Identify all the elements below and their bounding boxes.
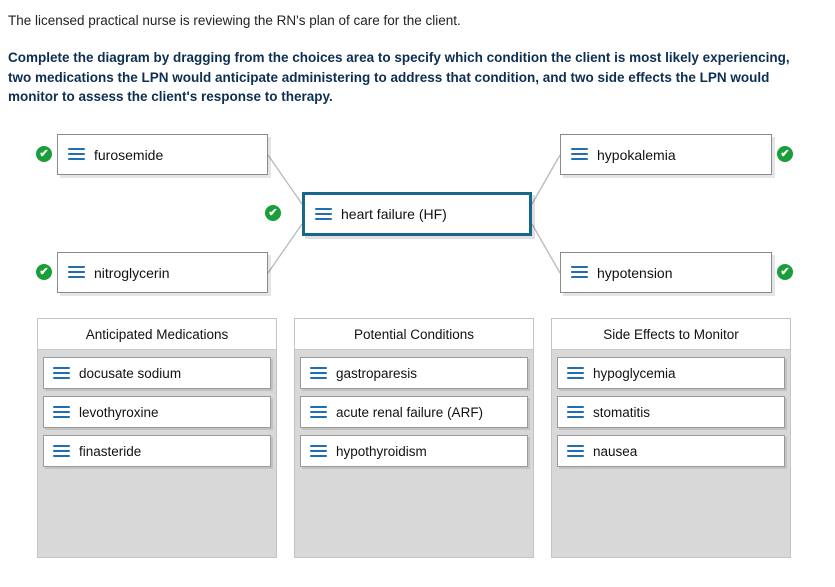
drag-handle-icon[interactable]	[315, 208, 332, 221]
drag-handle-icon[interactable]	[310, 367, 327, 380]
drag-handle-icon[interactable]	[68, 266, 85, 279]
drag-handle-icon[interactable]	[567, 406, 584, 419]
diagram-node-label: furosemide	[94, 146, 164, 163]
diagram-node-medication-2[interactable]	[57, 252, 268, 293]
drag-handle-icon[interactable]	[53, 445, 70, 458]
check-icon: ✔	[36, 264, 52, 280]
diagram-node-label: hypokalemia	[597, 146, 676, 163]
check-icon: ✔	[36, 146, 52, 162]
choice-item-label: levothyroxine	[79, 404, 159, 420]
check-icon: ✔	[777, 146, 793, 162]
choice-item-label: hypothyroidism	[336, 443, 427, 459]
choice-item[interactable]	[300, 357, 528, 389]
drag-handle-icon[interactable]	[571, 148, 588, 161]
choice-column-medications	[37, 318, 277, 558]
choice-item-label: acute renal failure (ARF)	[336, 404, 484, 420]
choice-item-label: gastroparesis	[336, 365, 418, 381]
diagram-node-side-effect-2[interactable]	[560, 252, 772, 293]
choice-item[interactable]	[43, 396, 271, 428]
drag-handle-icon[interactable]	[567, 367, 584, 380]
drag-handle-icon[interactable]	[567, 445, 584, 458]
drag-handle-icon[interactable]	[53, 367, 70, 380]
drag-handle-icon[interactable]	[68, 148, 85, 161]
diagram-node-label: nitroglycerin	[94, 264, 170, 281]
choices-area	[0, 318, 835, 587]
drag-handle-icon[interactable]	[310, 445, 327, 458]
choice-item-label: hypoglycemia	[593, 365, 676, 381]
choice-item-label: docusate sodium	[79, 365, 182, 381]
choice-item[interactable]	[557, 396, 785, 428]
choice-item[interactable]	[300, 435, 528, 467]
choice-item[interactable]	[557, 435, 785, 467]
choice-item-label: stomatitis	[593, 404, 651, 420]
choice-column-header: Anticipated Medications	[38, 319, 276, 350]
drag-handle-icon[interactable]	[53, 406, 70, 419]
choice-column-header: Side Effects to Monitor	[552, 319, 790, 350]
choice-item-label: nausea	[593, 443, 638, 459]
choice-column-conditions	[294, 318, 534, 558]
check-icon: ✔	[265, 205, 281, 221]
choice-column-side-effects	[551, 318, 791, 558]
intro-text: The licensed practical nurse is reviewing the RN's plan of care for the client.	[8, 13, 461, 28]
drag-handle-icon[interactable]	[310, 406, 327, 419]
choice-item[interactable]	[300, 396, 528, 428]
diagram-node-medication-1[interactable]	[57, 134, 268, 175]
check-icon: ✔	[777, 264, 793, 280]
diagram-node-side-effect-1[interactable]	[560, 134, 772, 175]
drag-handle-icon[interactable]	[571, 266, 588, 279]
diagram-node-label: hypotension	[597, 264, 673, 281]
diagram-node-label: heart failure (HF)	[341, 206, 447, 222]
choice-item[interactable]	[557, 357, 785, 389]
diagram-node-condition[interactable]	[302, 192, 532, 236]
drag-drop-diagram	[0, 118, 835, 308]
choice-item[interactable]	[43, 357, 271, 389]
choice-item-label: finasteride	[79, 443, 142, 459]
instructions-text: Complete the diagram by dragging from the choices area to specify which condition the client is most likely experiencing, two medications the LPN would anticipate administering to address that condition, and two side effects the LPN would monitor to assess the client's response to therapy.	[8, 50, 790, 105]
choice-column-header: Potential Conditions	[295, 319, 533, 350]
choice-item[interactable]	[43, 435, 271, 467]
